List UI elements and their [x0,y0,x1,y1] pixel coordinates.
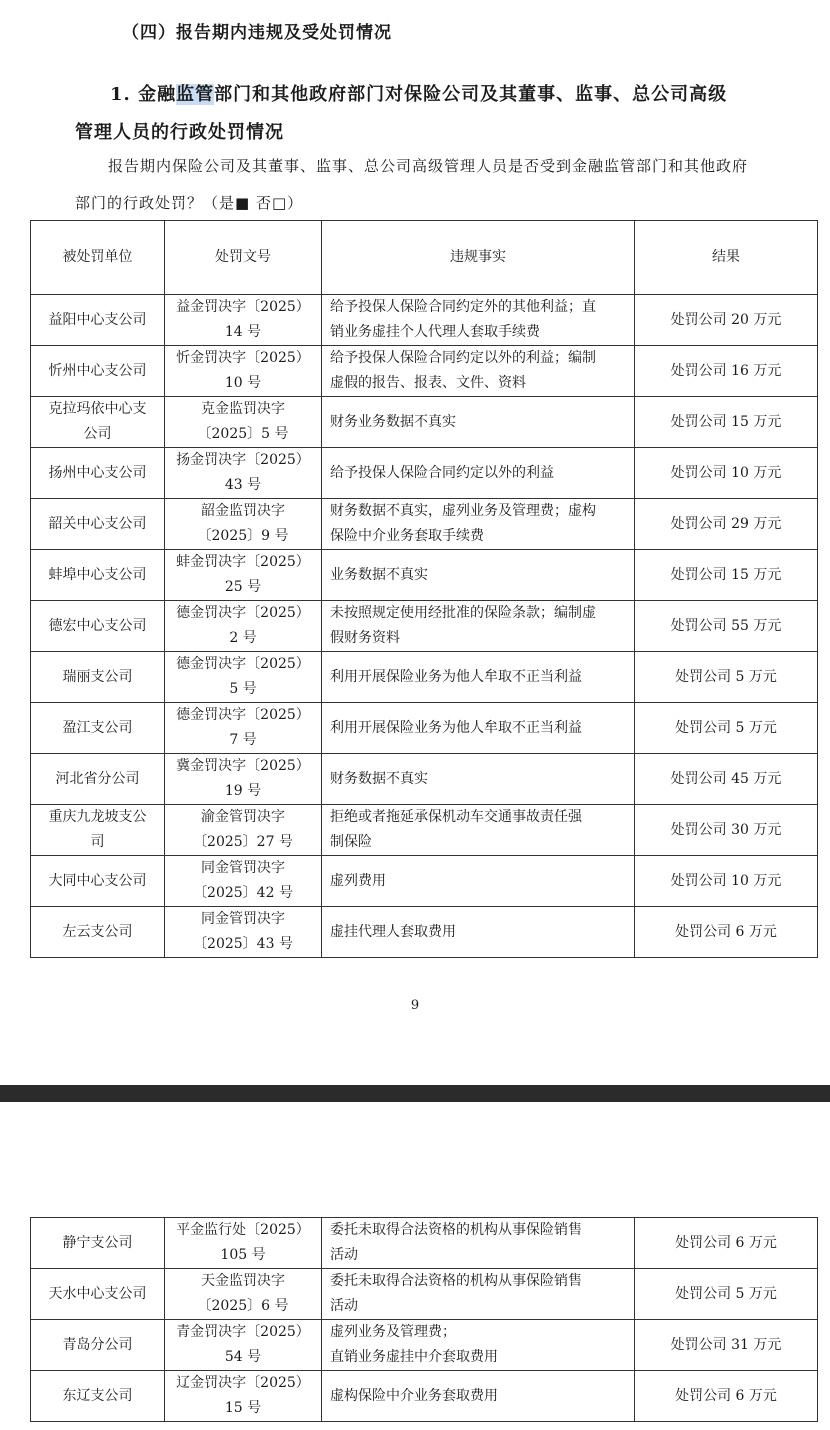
table-row [31,550,818,601]
cell-doc-number-line: 105 号 [220,1247,266,1263]
cell-violation-fact [322,907,635,958]
subsection-text-pre: 金融 [138,84,177,105]
cell-doc-number-line: 〔2025〕42 号 [193,885,293,901]
cell-doc-number-line: 19 号 [224,783,262,799]
cell-doc-number-line: 克金监罚决字 [201,401,285,417]
cell-doc-number-line: 渝金管罚决字 [201,809,285,825]
cell-doc-number-line: 14 号 [224,324,262,340]
document-page-2 [0,1102,830,1430]
cell-doc-number-line: 益金罚决字〔2025） [176,299,310,315]
cell-doc-number [165,1269,322,1320]
cell-result: 处罚公司 6 万元 [635,907,818,958]
cell-unit [31,754,165,805]
cell-doc-number [165,346,322,397]
cell-unit-line: 扬州中心支公司 [48,464,147,481]
selected-text-highlight[interactable]: 监管 [176,84,215,105]
cell-unit [31,652,165,703]
table-row [31,295,818,346]
cell-doc-number-line: 蚌金罚决字〔2025） [176,554,310,570]
cell-result: 处罚公司 5 万元 [635,652,818,703]
cell-doc-number-line: 5 号 [229,681,257,697]
subsection-heading-line2: 管理人员的行政处罚情况 [75,122,284,143]
cell-violation-fact-line: 虚列业务及管理费； [330,1324,456,1340]
cell-unit [31,550,165,601]
table-row [31,1371,818,1422]
cell-result: 处罚公司 6 万元 [635,1218,818,1269]
cell-result: 处罚公司 20 万元 [635,295,818,346]
penalty-table-continued-body [31,1218,818,1422]
cell-doc-number-line: 冀金罚决字〔2025） [176,758,310,774]
cell-unit [31,295,165,346]
cell-doc-number [165,856,322,907]
table-row [31,346,818,397]
subsection-text-post: 部门和其他政府部门对保险公司及其董事、监事、总公司高级 [214,84,728,105]
cell-doc-number-line: 德金罚决字〔2025） [176,656,310,672]
cell-doc-number [165,550,322,601]
cell-unit-line: 益阳中心支公司 [48,311,147,328]
cell-violation-fact [322,1371,635,1422]
cell-unit-line: 天水中心支公司 [48,1285,147,1302]
cell-violation-fact-line: 给予投保人保险合同约定以外的利益 [330,464,554,481]
cell-result: 处罚公司 5 万元 [635,703,818,754]
table-row [31,805,818,856]
cell-unit [31,1269,165,1320]
cell-doc-number-line: 15 号 [224,1400,262,1416]
cell-violation-fact [322,295,635,346]
cell-violation-fact [322,754,635,805]
table-row [31,652,818,703]
cell-unit-line: 左云支公司 [62,923,133,940]
cell-violation-fact-line: 利用开展保险业务为他人牟取不正当利益 [330,668,582,685]
cell-violation-fact [322,652,635,703]
subsection-number: 1. [110,84,131,105]
table-row [31,601,818,652]
cell-unit-line: 大同中心支公司 [48,872,147,889]
cell-doc-number-line: 25 号 [224,579,262,595]
cell-violation-fact-line: 利用开展保险业务为他人牟取不正当利益 [330,719,582,736]
cell-result: 处罚公司 6 万元 [635,1371,818,1422]
cell-doc-number-line: 〔2025〕43 号 [193,936,293,952]
penalty-table [30,220,818,958]
table-header-row [31,221,818,295]
cell-result: 处罚公司 10 万元 [635,448,818,499]
cell-doc-number-line: 青金罚决字〔2025） [176,1324,310,1340]
cell-unit [31,397,165,448]
cell-unit-line: 青岛分公司 [62,1336,133,1353]
subsection-heading-line1 [110,80,727,106]
cell-doc-number [165,652,322,703]
cell-doc-number-line: 同金管罚决字 [201,911,285,927]
cell-result: 处罚公司 16 万元 [635,346,818,397]
cell-violation-fact [322,397,635,448]
cell-unit [31,346,165,397]
cell-violation-fact [322,703,635,754]
cell-result: 处罚公司 15 万元 [635,550,818,601]
cell-violation-fact-line: 保险中介业务套取手续费 [330,528,484,544]
cell-doc-number-line: 扬金罚决字〔2025） [176,452,310,468]
cell-doc-number-line: 忻金罚决字〔2025） [176,350,310,366]
cell-result: 处罚公司 29 万元 [635,499,818,550]
cell-unit [31,448,165,499]
cell-unit [31,601,165,652]
cell-doc-number-line: 德金罚决字〔2025） [176,707,310,723]
cell-doc-number [165,1371,322,1422]
cell-unit [31,907,165,958]
cell-doc-number [165,499,322,550]
cell-doc-number [165,295,322,346]
cell-violation-fact [322,499,635,550]
cell-doc-number-line: 10 号 [224,375,262,391]
cell-violation-fact-line: 虚挂代理人套取费用 [330,923,456,940]
cell-doc-number [165,907,322,958]
header-doc-number: 处罚文号 [165,221,322,295]
cell-violation-fact [322,1269,635,1320]
cell-unit-line: 克拉玛依中心支 [48,401,147,417]
cell-unit [31,856,165,907]
table-row [31,397,818,448]
page-separator [0,1085,830,1102]
penalty-table-continued [30,1217,818,1422]
header-unit: 被处罚单位 [31,221,165,295]
table-row [31,448,818,499]
cell-violation-fact-line: 活动 [330,1247,358,1263]
cell-unit-line: 忻州中心支公司 [48,362,147,379]
cell-result: 处罚公司 30 万元 [635,805,818,856]
cell-doc-number-line: 〔2025〕6 号 [197,1298,289,1314]
paragraph-line1: 报告期内保险公司及其董事、监事、总公司高级管理人员是否受到金融监管部门和其他政府 [108,157,749,175]
table-row [31,754,818,805]
cell-result: 处罚公司 10 万元 [635,856,818,907]
cell-violation-fact-line: 虚构保险中介业务套取费用 [330,1387,498,1404]
cell-result: 处罚公司 5 万元 [635,1269,818,1320]
paragraph-line2: 部门的行政处罚？（是■ 否□） [75,194,304,212]
cell-violation-fact-line: 给予投保人保险合同约定以外的利益；编制 [330,350,596,366]
cell-doc-number-line: 同金管罚决字 [201,860,285,876]
cell-result: 处罚公司 55 万元 [635,601,818,652]
cell-doc-number [165,448,322,499]
cell-violation-fact-line: 拒绝或者拖延承保机动车交通事故责任强 [330,809,582,825]
table-row [31,1320,818,1371]
table-row [31,703,818,754]
cell-violation-fact-line: 销业务虚挂个人代理人套取手续费 [330,324,540,340]
cell-unit-line: 河北省分公司 [55,770,140,787]
cell-violation-fact-line: 给予投保人保险合同约定外的其他利益；直 [330,299,596,315]
cell-violation-fact-line: 委托未取得合法资格的机构从事保险销售 [330,1222,582,1238]
cell-doc-number [165,601,322,652]
cell-violation-fact [322,1218,635,1269]
header-violation-fact: 违规事实 [322,221,635,295]
cell-doc-number-line: 〔2025〕5 号 [197,426,289,442]
cell-unit [31,499,165,550]
cell-violation-fact [322,805,635,856]
penalty-table-body [31,295,818,958]
cell-unit [31,1320,165,1371]
cell-unit [31,703,165,754]
cell-doc-number-line: 7 号 [229,732,257,748]
cell-unit-line: 司 [90,834,105,850]
cell-unit-line: 东辽支公司 [62,1387,133,1404]
cell-doc-number-line: 德金罚决字〔2025） [176,605,310,621]
cell-unit-line: 盈江支公司 [62,719,133,736]
cell-violation-fact [322,550,635,601]
cell-doc-number-line: 辽金罚决字〔2025） [176,1375,310,1391]
cell-violation-fact-line: 直销业务虚挂中介套取费用 [330,1349,498,1365]
cell-violation-fact-line: 假财务资料 [330,630,400,646]
cell-doc-number-line: 54 号 [224,1349,262,1365]
cell-violation-fact-line: 虚列费用 [330,872,386,889]
cell-violation-fact [322,346,635,397]
cell-unit-line: 瑞丽支公司 [62,668,133,685]
section-title: （四）报告期内违规及受处罚情况 [122,23,392,43]
cell-doc-number-line: 43 号 [224,477,262,493]
cell-result: 处罚公司 45 万元 [635,754,818,805]
cell-violation-fact-line: 财务业务数据不真实 [330,413,456,430]
cell-violation-fact-line: 未按照规定使用经批准的保险条款；编制虚 [330,605,596,621]
table-row [31,1269,818,1320]
cell-doc-number [165,397,322,448]
cell-doc-number [165,1320,322,1371]
table-row [31,856,818,907]
cell-doc-number-line: 天金监罚决字 [201,1273,285,1289]
cell-unit-line: 德宏中心支公司 [48,617,147,634]
cell-violation-fact-line: 委托未取得合法资格的机构从事保险销售 [330,1273,582,1289]
page-number: 9 [410,998,420,1013]
cell-unit [31,805,165,856]
cell-doc-number-line: 韶金监罚决字 [201,503,285,519]
table-row [31,499,818,550]
cell-violation-fact-line: 虚假的报告、报表、文件、资料 [330,375,526,391]
cell-doc-number [165,805,322,856]
table-row [31,1218,818,1269]
cell-violation-fact-line: 活动 [330,1298,358,1314]
cell-violation-fact-line: 财务数据不真实，虚列业务及管理费；虚构 [330,503,596,519]
cell-unit [31,1218,165,1269]
cell-unit [31,1371,165,1422]
cell-doc-number-line: 平金监行处〔2025） [176,1222,310,1238]
cell-doc-number [165,1218,322,1269]
cell-doc-number-line: 2 号 [229,630,257,646]
cell-doc-number [165,703,322,754]
cell-violation-fact [322,448,635,499]
cell-violation-fact [322,1320,635,1371]
cell-unit-line: 韶关中心支公司 [48,515,147,532]
cell-violation-fact-line: 业务数据不真实 [330,566,428,583]
cell-doc-number-line: 〔2025〕27 号 [193,834,293,850]
cell-violation-fact-line: 财务数据不真实 [330,770,428,787]
cell-result: 处罚公司 31 万元 [635,1320,818,1371]
cell-unit-line: 蚌埠中心支公司 [48,566,147,583]
table-row [31,907,818,958]
cell-unit-line: 重庆九龙坡支公 [48,809,147,825]
cell-unit-line: 公司 [83,426,112,442]
cell-doc-number [165,754,322,805]
cell-violation-fact [322,856,635,907]
cell-violation-fact [322,601,635,652]
cell-violation-fact-line: 制保险 [330,834,372,850]
cell-doc-number-line: 〔2025〕9 号 [197,528,289,544]
cell-unit-line: 静宁支公司 [62,1234,133,1251]
cell-result: 处罚公司 15 万元 [635,397,818,448]
header-result: 结果 [635,221,818,295]
